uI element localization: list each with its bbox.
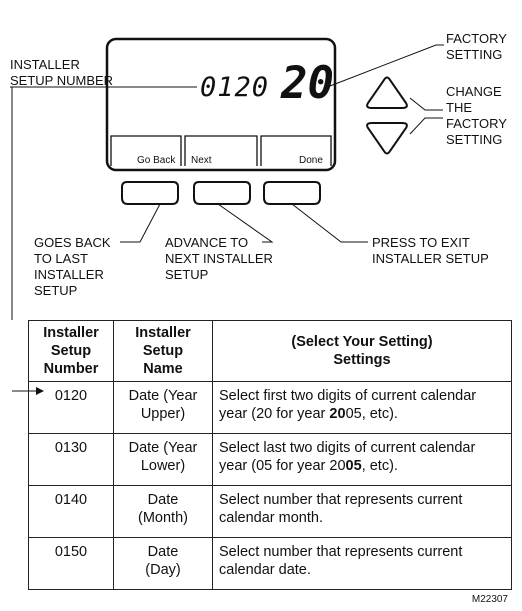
- row-setup-number: 0120: [29, 382, 114, 434]
- header-setup-name: Installer Setup Name: [114, 321, 213, 382]
- callout-goes-back: GOES BACK TO LAST INSTALLER SETUP: [34, 235, 111, 298]
- callout-factory-setting: FACTORY SETTING: [446, 31, 507, 62]
- row-setup-number: 0140: [29, 486, 114, 538]
- leader-press-exit: [292, 204, 368, 242]
- leader-goes-back: [120, 204, 160, 242]
- leader-factory-setting: [330, 45, 444, 86]
- row-setting-description: Select number that represents current calendar month.: [213, 486, 512, 538]
- row-setup-name: Date (Day): [114, 538, 213, 590]
- row-setup-name: Date (Year Upper): [114, 382, 213, 434]
- go-back-label: Go Back: [137, 155, 176, 166]
- row-setup-name: Date (Year Lower): [114, 434, 213, 486]
- row-setting-description: Select last two digits of current calendar year (05 for year 2005, etc).: [213, 434, 512, 486]
- callout-change-factory-setting: CHANGE THE FACTORY SETTING: [446, 84, 507, 147]
- row-setting-description: Select number that represents current calendar date.: [213, 538, 512, 590]
- row-setup-number: 0130: [29, 434, 114, 486]
- row-setup-number: 0150: [29, 538, 114, 590]
- done-label: Done: [299, 155, 323, 166]
- figure-code: M22307: [471, 594, 508, 605]
- table-row: [29, 382, 512, 434]
- setting-value-readout: 20: [281, 58, 334, 109]
- table-row: [29, 434, 512, 486]
- done-button[interactable]: [264, 182, 320, 204]
- callout-press-exit: PRESS TO EXIT INSTALLER SETUP: [372, 235, 489, 266]
- next-button[interactable]: [194, 182, 250, 204]
- setup-number-readout: 0120: [200, 72, 270, 103]
- up-arrow-button[interactable]: [367, 78, 407, 109]
- installer-setup-table: [28, 320, 512, 590]
- next-label: Next: [191, 155, 212, 166]
- row-setup-name: Date (Month): [114, 486, 213, 538]
- header-settings: (Select Your Setting) Settings: [213, 321, 512, 382]
- down-arrow-button[interactable]: [367, 123, 407, 154]
- table-row: [29, 486, 512, 538]
- leader-change-down: [410, 118, 443, 134]
- go-back-button[interactable]: [122, 182, 178, 204]
- row-setting-description: Select first two digits of current calendar year (20 for year 2005, etc).: [213, 382, 512, 434]
- leader-change-up: [410, 98, 443, 110]
- table-header-row: [29, 321, 512, 382]
- table-row: [29, 538, 512, 590]
- callout-advance: ADVANCE TO NEXT INSTALLER SETUP: [165, 235, 273, 282]
- callout-installer-setup-number: INSTALLER SETUP NUMBER: [10, 57, 114, 88]
- header-setup-number: Installer Setup Number: [29, 321, 114, 382]
